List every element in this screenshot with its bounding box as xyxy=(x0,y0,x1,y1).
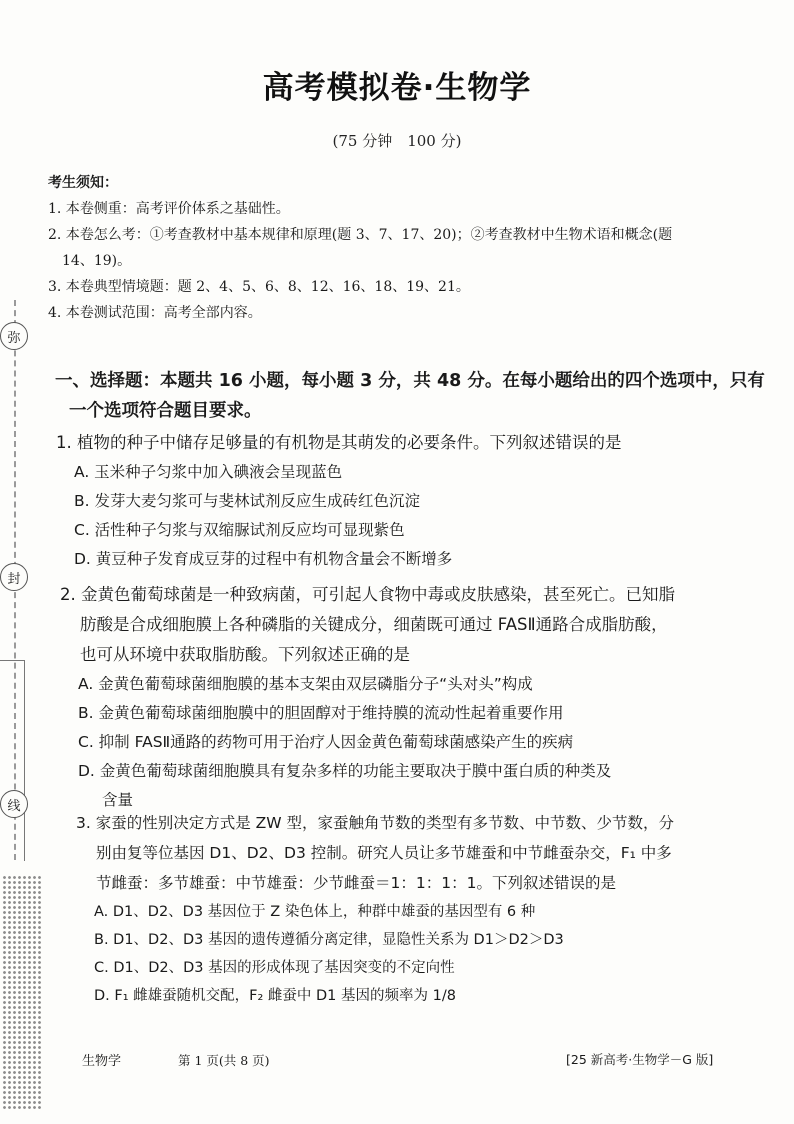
stem-line: 别由复等位基因 D1、D2、D3 控制。研究人员让多节雄蚕和中节雌蚕杂交，F₁ 中多 xyxy=(96,844,672,862)
question-2 xyxy=(60,580,780,815)
option-a: A. 金黄色葡萄球菌细胞膜的基本支架由双层磷脂分子“头对头”构成 xyxy=(78,675,533,693)
notice-item: 4. 本卷测试范围：高考全部内容。 xyxy=(48,305,262,321)
stem-line: 节雌蚕：多节雄蚕：中节雄蚕：少节雌蚕＝1：1：1：1。下列叙述错误的是 xyxy=(96,874,616,892)
option-d-line: D. 金黄色葡萄球菌细胞膜具有复杂多样的功能主要取决于膜中蛋白质的种类及 xyxy=(78,762,612,780)
stem-line: 2. 金黄色葡萄球菌是一种致病菌，可引起人食物中毒或皮肤感染，甚至死亡。已知脂 xyxy=(60,585,675,604)
option-b: B. D1、D2、D3 基因的遗传遵循分离定律，显隐性关系为 D1＞D2＞D3 xyxy=(94,932,564,948)
option-c: C. D1、D2、D3 基因的形成体现了基因突变的不定向性 xyxy=(94,960,455,976)
question-3 xyxy=(76,808,794,1010)
option-d xyxy=(60,757,780,815)
footer-edition-code: [25 新高考·生物学－G 版] xyxy=(566,1052,714,1067)
stem-line: 1. 植物的种子中储存足够量的有机物是其萌发的必要条件。下列叙述错误的是 xyxy=(56,433,622,452)
notice-list xyxy=(48,196,768,326)
option-d: D. F₁ 雌雄蚕随机交配，F₂ 雌蚕中 D1 基因的频率为 1/8 xyxy=(94,988,456,1004)
option-d: D. 黄豆种子发育成豆芽的过程中有机物含量会不断增多 xyxy=(74,550,453,568)
section-heading-line: 一、选择题：本题共 16 小题，每小题 3 分，共 48 分。在每小题给出的四个选项中，只有 xyxy=(55,371,765,391)
notice-item-continued: 14、19)。 xyxy=(62,253,132,269)
option-a: A. D1、D2、D3 基因位于 Z 染色体上，种群中雄蚕的基因型有 6 种 xyxy=(94,904,536,920)
binding-dot-pattern xyxy=(2,875,42,1110)
option-b: B. 发芽大麦匀浆可与斐林试剂反应生成砖红色沉淀 xyxy=(74,492,420,510)
binding-char-mi: 弥 xyxy=(0,322,28,350)
option-a: A. 玉米种子匀浆中加入碘液会呈现蓝色 xyxy=(74,463,343,481)
page-title: 高考模拟卷·生物学 xyxy=(262,70,532,106)
option-c: C. 活性种子匀浆与双缩脲试剂反应均可显现紫色 xyxy=(74,521,405,539)
question-stem xyxy=(56,428,776,458)
stem-line: 也可从环境中获取脂肪酸。下列叙述正确的是 xyxy=(80,645,410,664)
footer-page-number: 第 1 页(共 8 页) xyxy=(178,1053,270,1068)
option-d-line: 含量 xyxy=(102,791,134,809)
binding-edge-mark xyxy=(0,660,25,861)
option-b: B. 金黄色葡萄球菌细胞膜中的胆固醇对于维持膜的流动性起着重要作用 xyxy=(78,704,564,722)
notice-item: 1. 本卷侧重：高考评价体系之基础性。 xyxy=(48,201,290,217)
binding-char-feng: 封 xyxy=(0,563,28,591)
notice-item: 3. 本卷典型情境题：题 2、4、5、6、8、12、16、18、19、21。 xyxy=(48,279,470,295)
binding-char-xian: 线 xyxy=(0,790,28,818)
exam-duration-score: (75 分钟 100 分) xyxy=(332,132,462,150)
question-stem xyxy=(60,580,780,670)
notice-heading: 考生须知： xyxy=(48,175,118,191)
notice-item: 2. 本卷怎么考：①考查教材中基本规律和原理(题 3、7、17、20)；②考查教材中生物术语和概念(题 xyxy=(48,227,673,243)
footer-subject: 生物学 xyxy=(82,1054,122,1069)
section-heading-line: 一个选项符合题目要求。 xyxy=(69,401,262,421)
option-c: C. 抑制 FASⅡ通路的药物可用于治疗人因金黄色葡萄球菌感染产生的疾病 xyxy=(78,733,574,751)
section-heading xyxy=(55,366,775,426)
stem-line: 肪酸是合成细胞膜上各种磷脂的关键成分，细菌既可通过 FASⅡ通路合成脂肪酸， xyxy=(80,615,668,634)
question-1 xyxy=(56,428,776,574)
question-stem xyxy=(76,808,794,898)
stem-line: 3. 家蚕的性别决定方式是 ZW 型，家蚕触角节数的类型有多节数、中节数、少节数，分 xyxy=(76,814,675,832)
